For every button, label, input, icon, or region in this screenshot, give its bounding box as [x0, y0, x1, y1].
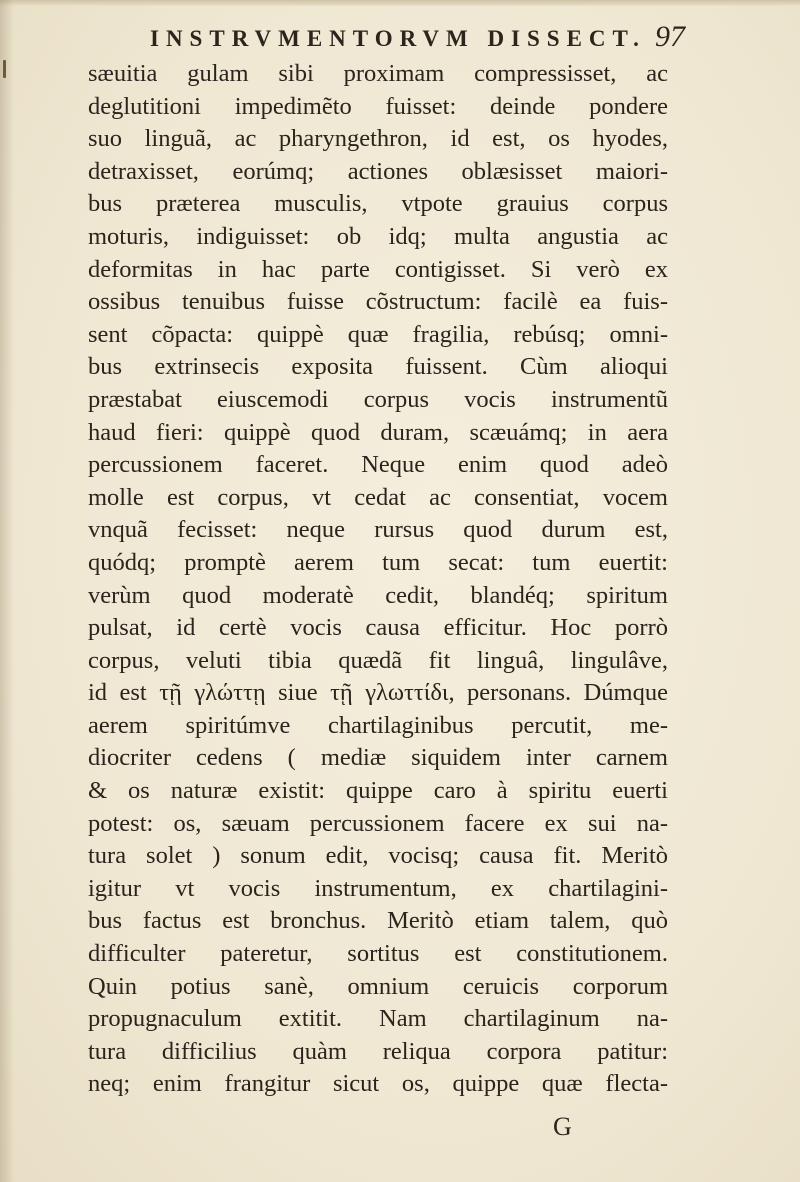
text-line: præstabat eiuscemodi corpus vocis instrumentũ — [88, 385, 668, 413]
text-line: moturis, indiguisset: ob idq; multa angustia ac — [88, 222, 668, 250]
text-line: propugnaculum extitit. Nam chartilaginum na- — [88, 1005, 668, 1033]
text-line: diocriter cedens ( mediæ siquidem inter carnem — [88, 744, 668, 772]
binding-shadow — [0, 0, 14, 1182]
text-line: bus extrinsecis exposita fuissent. Cùm alioqui — [88, 353, 668, 381]
page-number: 97 — [655, 20, 685, 53]
text-line: suo linguã, ac pharyngethron, id est, os hyodes, — [88, 125, 668, 153]
text-line: & os naturæ existit: quippe caro à spiritu euerti — [88, 777, 668, 805]
text-line: aerem spiritúmve chartilaginibus percutit, me- — [88, 711, 668, 739]
text-line: pulsat, id certè vocis causa efficitur. Hoc porrò — [88, 614, 668, 642]
catchword: G — [553, 1112, 572, 1141]
text-line: Quin potius sanè, omnium ceruicis corporum — [88, 972, 668, 1000]
text-line: corpus, veluti tibia quædã fit linguâ, lingulâve, — [88, 646, 668, 674]
body-text — [88, 58, 668, 1101]
text-line: deformitas in hac parte contigisset. Si verò ex — [88, 255, 668, 283]
text-line: sæuitia gulam sibi proximam compressisset, ac — [88, 60, 668, 87]
text-line: vnquã fecisset: neque rursus quod durum est, — [88, 516, 668, 544]
running-head: INSTRVMENTORVM DISSECT. — [150, 26, 646, 51]
text-line: id est τῇ γλώττῃ siue τῇ γλωττίδι, personans. Dúmque — [88, 679, 668, 707]
text-line: difficulter pateretur, sortitus est constitutionem. — [88, 940, 668, 968]
text-line: bus præterea musculis, vtpote grauius corpus — [88, 190, 668, 218]
text-line: bus factus est bronchus. Meritò etiam talem, quò — [88, 907, 668, 935]
text-line: molle est corpus, vt cedat ac consentiat, vocem — [88, 483, 668, 511]
margin-mark — [3, 60, 6, 78]
page-top-edge — [0, 0, 800, 6]
text-line: percussionem faceret. Neque enim quod adeò — [88, 451, 668, 479]
text-line: deglutitioni impedimẽto fuisset: deinde pondere — [88, 92, 668, 120]
text-line: haud fieri: quippè quod duram, scæuámq; in aera — [88, 418, 668, 446]
text-line: ossibus tenuibus fuisse cõstructum: facilè ea fuis- — [88, 288, 668, 316]
text-line: quódq; promptè aerem tum secat: tum euertit: — [88, 548, 668, 576]
text-line: detraxisset, eorúmq; actiones oblæsisset maiori- — [88, 157, 668, 185]
text-line: tura difficilius quàm reliqua corpora patitur: — [88, 1037, 668, 1065]
text-line: potest: os, sæuam percussionem facere ex sui na- — [88, 809, 668, 837]
text-line: igitur vt vocis instrumentum, ex chartilagini- — [88, 874, 668, 902]
text-line: tura solet ) sonum edit, vocisq; causa fit. Meritò — [88, 842, 668, 870]
text-line: neq; enim frangitur sicut os, quippe quæ flecta- — [88, 1070, 668, 1098]
text-line: verùm quod moderatè cedit, blandéq; spiritum — [88, 581, 668, 609]
text-line: sent cõpacta: quippè quæ fragilia, rebúsq; omni- — [88, 320, 668, 348]
